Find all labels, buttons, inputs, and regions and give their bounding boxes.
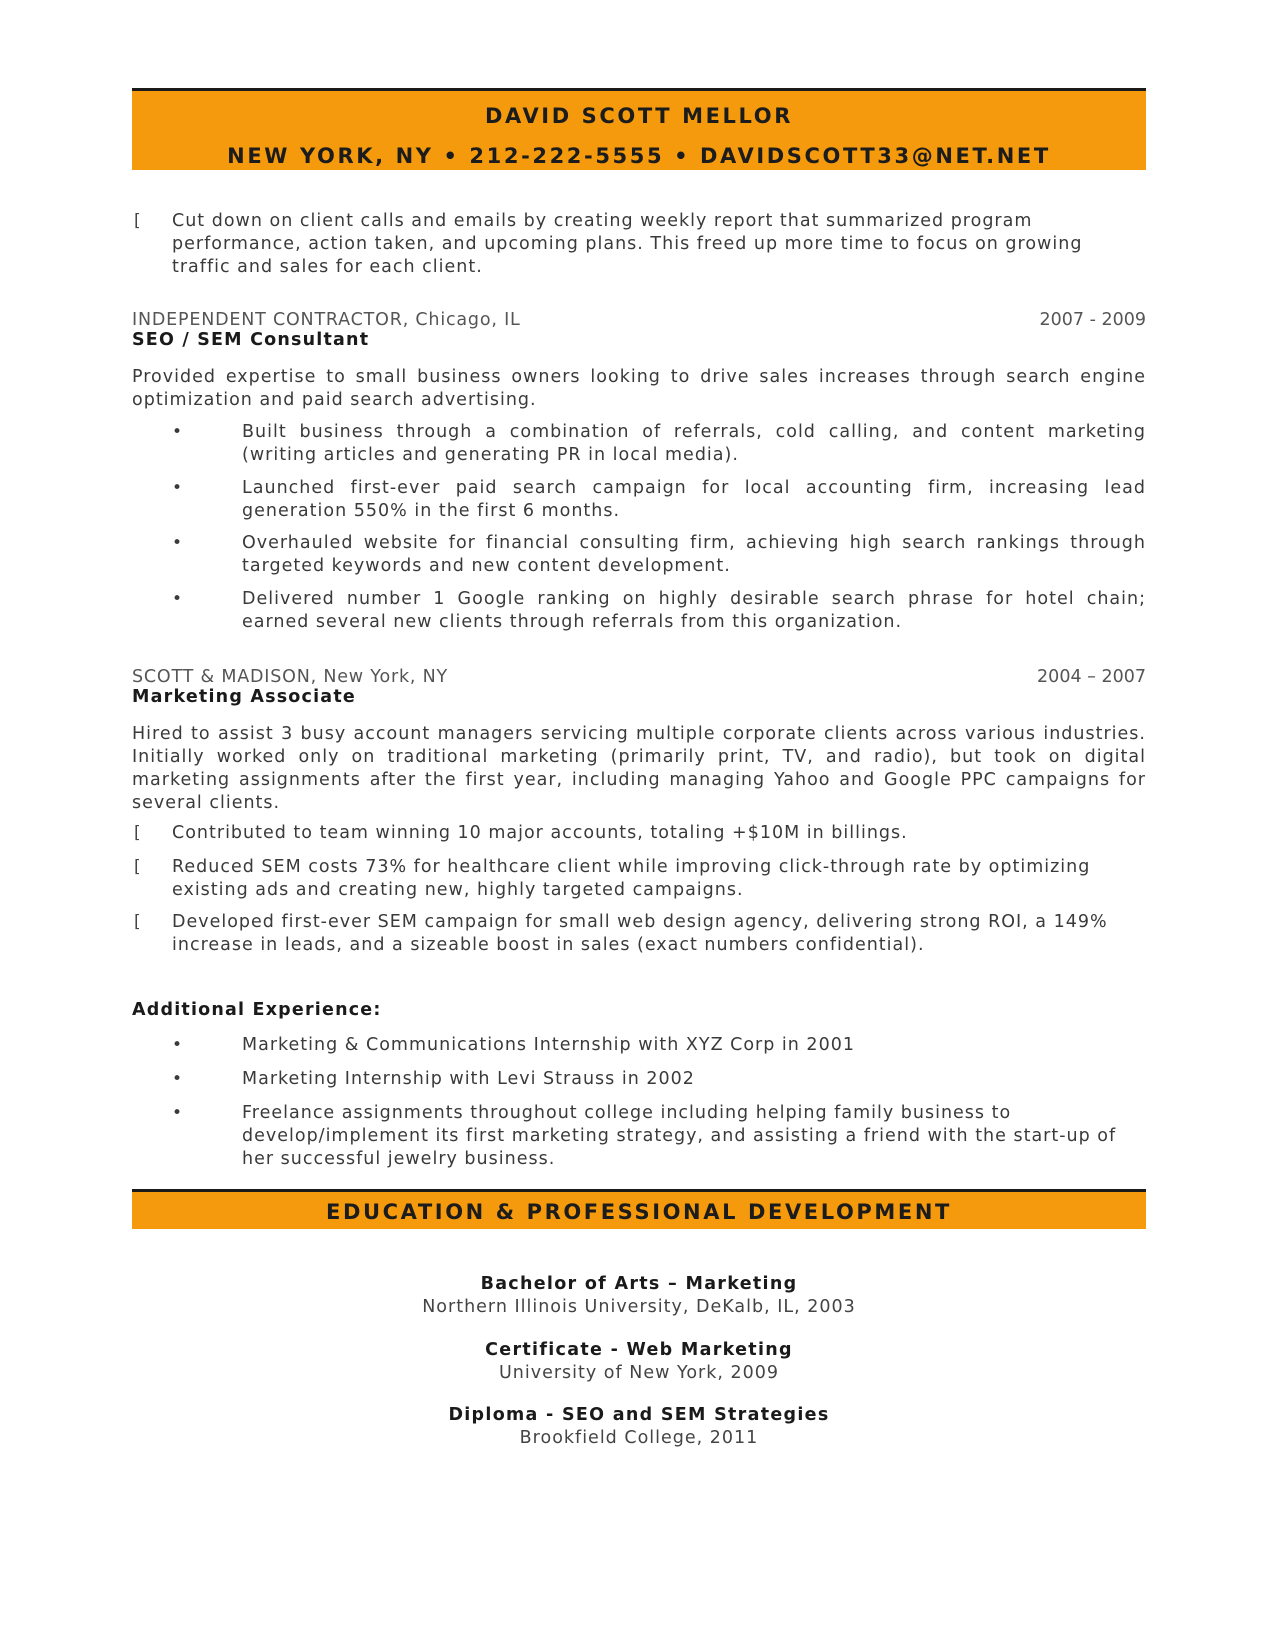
candidate-name: DAVID SCOTT MELLOR (485, 104, 793, 128)
contact-line: NEW YORK, NY • 212-222-5555 • DAVIDSCOTT33@NET.NET (227, 144, 1051, 168)
job-summary: Hired to assist 3 busy account managers servicing multiple corporate clients across various industries. Initially worked only on traditional marketing (primarily print, TV, and radio), but took on digital marketing assignments after the first year, including managing Yahoo and Google PPC campaigns for several clients. (132, 724, 1146, 813)
dot-bullet-icon: • (172, 422, 184, 442)
additional-item (172, 1102, 1146, 1171)
education-entry (132, 1339, 1146, 1385)
job-bullet (132, 911, 1146, 957)
job-bullet-text: Contributed to team winning 10 major accounts, totaling +$10M in billings. (172, 823, 908, 843)
job-bullet-text: Launched first-ever paid search campaign for local accounting firm, increasing lead generation 550% in the first 6 months. (242, 478, 1146, 521)
education-degree: Diploma - SEO and SEM Strategies (448, 1405, 830, 1425)
intro-bullet (132, 210, 1146, 279)
education-degree: Bachelor of Arts – Marketing (480, 1274, 798, 1294)
job-title: SEO / SEM Consultant (132, 330, 370, 350)
education-institution: Brookfield College, 2011 (519, 1428, 759, 1448)
job-company: INDEPENDENT CONTRACTOR, Chicago, IL (132, 310, 521, 330)
job-company: SCOTT & MADISON, New York, NY (132, 667, 448, 687)
dot-bullet-icon: • (172, 1069, 184, 1089)
job-summary: Provided expertise to small business owners looking to drive sales increases through search engine optimization and paid search advertising. (132, 367, 1146, 410)
job-bullet (132, 822, 1146, 845)
job-header (132, 310, 1146, 350)
education-institution: Northern Illinois University, DeKalb, IL, 2003 (422, 1297, 856, 1317)
job-bullet (172, 421, 1146, 467)
education-institution: University of New York, 2009 (498, 1363, 780, 1383)
dot-bullet-icon: • (172, 478, 184, 498)
job-dates: 2004 – 2007 (1037, 667, 1146, 687)
job-bullet-text: Delivered number 1 Google ranking on highly desirable search phrase for hotel chain; earned several new clients through referrals from this organization. (242, 589, 1146, 632)
job-dates: 2007 - 2009 (1039, 310, 1146, 330)
dot-bullet-icon: • (172, 1035, 184, 1055)
education-heading: EDUCATION & PROFESSIONAL DEVELOPMENT (326, 1200, 952, 1224)
job-header (132, 667, 1146, 707)
job-bullet-text: Overhauled website for financial consulting firm, achieving high search rankings through targeted keywords and new content development. (242, 533, 1146, 576)
additional-item (172, 1034, 1146, 1057)
square-bullet-icon: [ (134, 823, 142, 843)
square-bullet-icon: [ (134, 211, 142, 231)
dot-bullet-icon: • (172, 533, 184, 553)
education-degree: Certificate - Web Marketing (485, 1340, 793, 1360)
resume-page (132, 88, 1146, 1448)
header-banner (132, 88, 1146, 170)
additional-item (172, 1068, 1146, 1091)
additional-item-text: Freelance assignments throughout college including helping family business to develop/implement its first marketing strategy, and assisting a friend with the start-up of her successful jewelry business. (242, 1103, 1117, 1169)
job-bullet (172, 477, 1146, 523)
job-bullet-text: Developed first-ever SEM campaign for small web design agency, delivering strong ROI, a 149% increase in leads, and a sizeable boost in sales (exact numbers confidential). (172, 912, 1108, 955)
additional-item-text: Marketing & Communications Internship with XYZ Corp in 2001 (242, 1035, 855, 1055)
job-bullet-text: Built business through a combination of referrals, cold calling, and content marketing (writing articles and generating PR in local media). (242, 422, 1146, 465)
dot-bullet-icon: • (172, 589, 184, 609)
education-entry (132, 1404, 1146, 1450)
square-bullet-icon: [ (134, 912, 142, 932)
education-entry (132, 1273, 1146, 1319)
dot-bullet-icon: • (172, 1103, 184, 1123)
additional-item-text: Marketing Internship with Levi Strauss in 2002 (242, 1069, 695, 1089)
job-bullet (132, 856, 1146, 902)
job-bullet (172, 532, 1146, 578)
job-title: Marketing Associate (132, 687, 356, 707)
square-bullet-icon: [ (134, 857, 142, 877)
intro-bullet-text: Cut down on client calls and emails by creating weekly report that summarized program performance, action taken, and upcoming plans. This freed up more time to focus on growing traffic and sales for each client. (172, 211, 1083, 277)
job-bullet-text: Reduced SEM costs 73% for healthcare client while improving click-through rate by optimizing existing ads and creating new, highly targeted campaigns. (172, 857, 1091, 900)
additional-experience-heading: Additional Experience: (132, 1000, 382, 1020)
job-bullet (172, 588, 1146, 634)
education-banner (132, 1189, 1146, 1229)
